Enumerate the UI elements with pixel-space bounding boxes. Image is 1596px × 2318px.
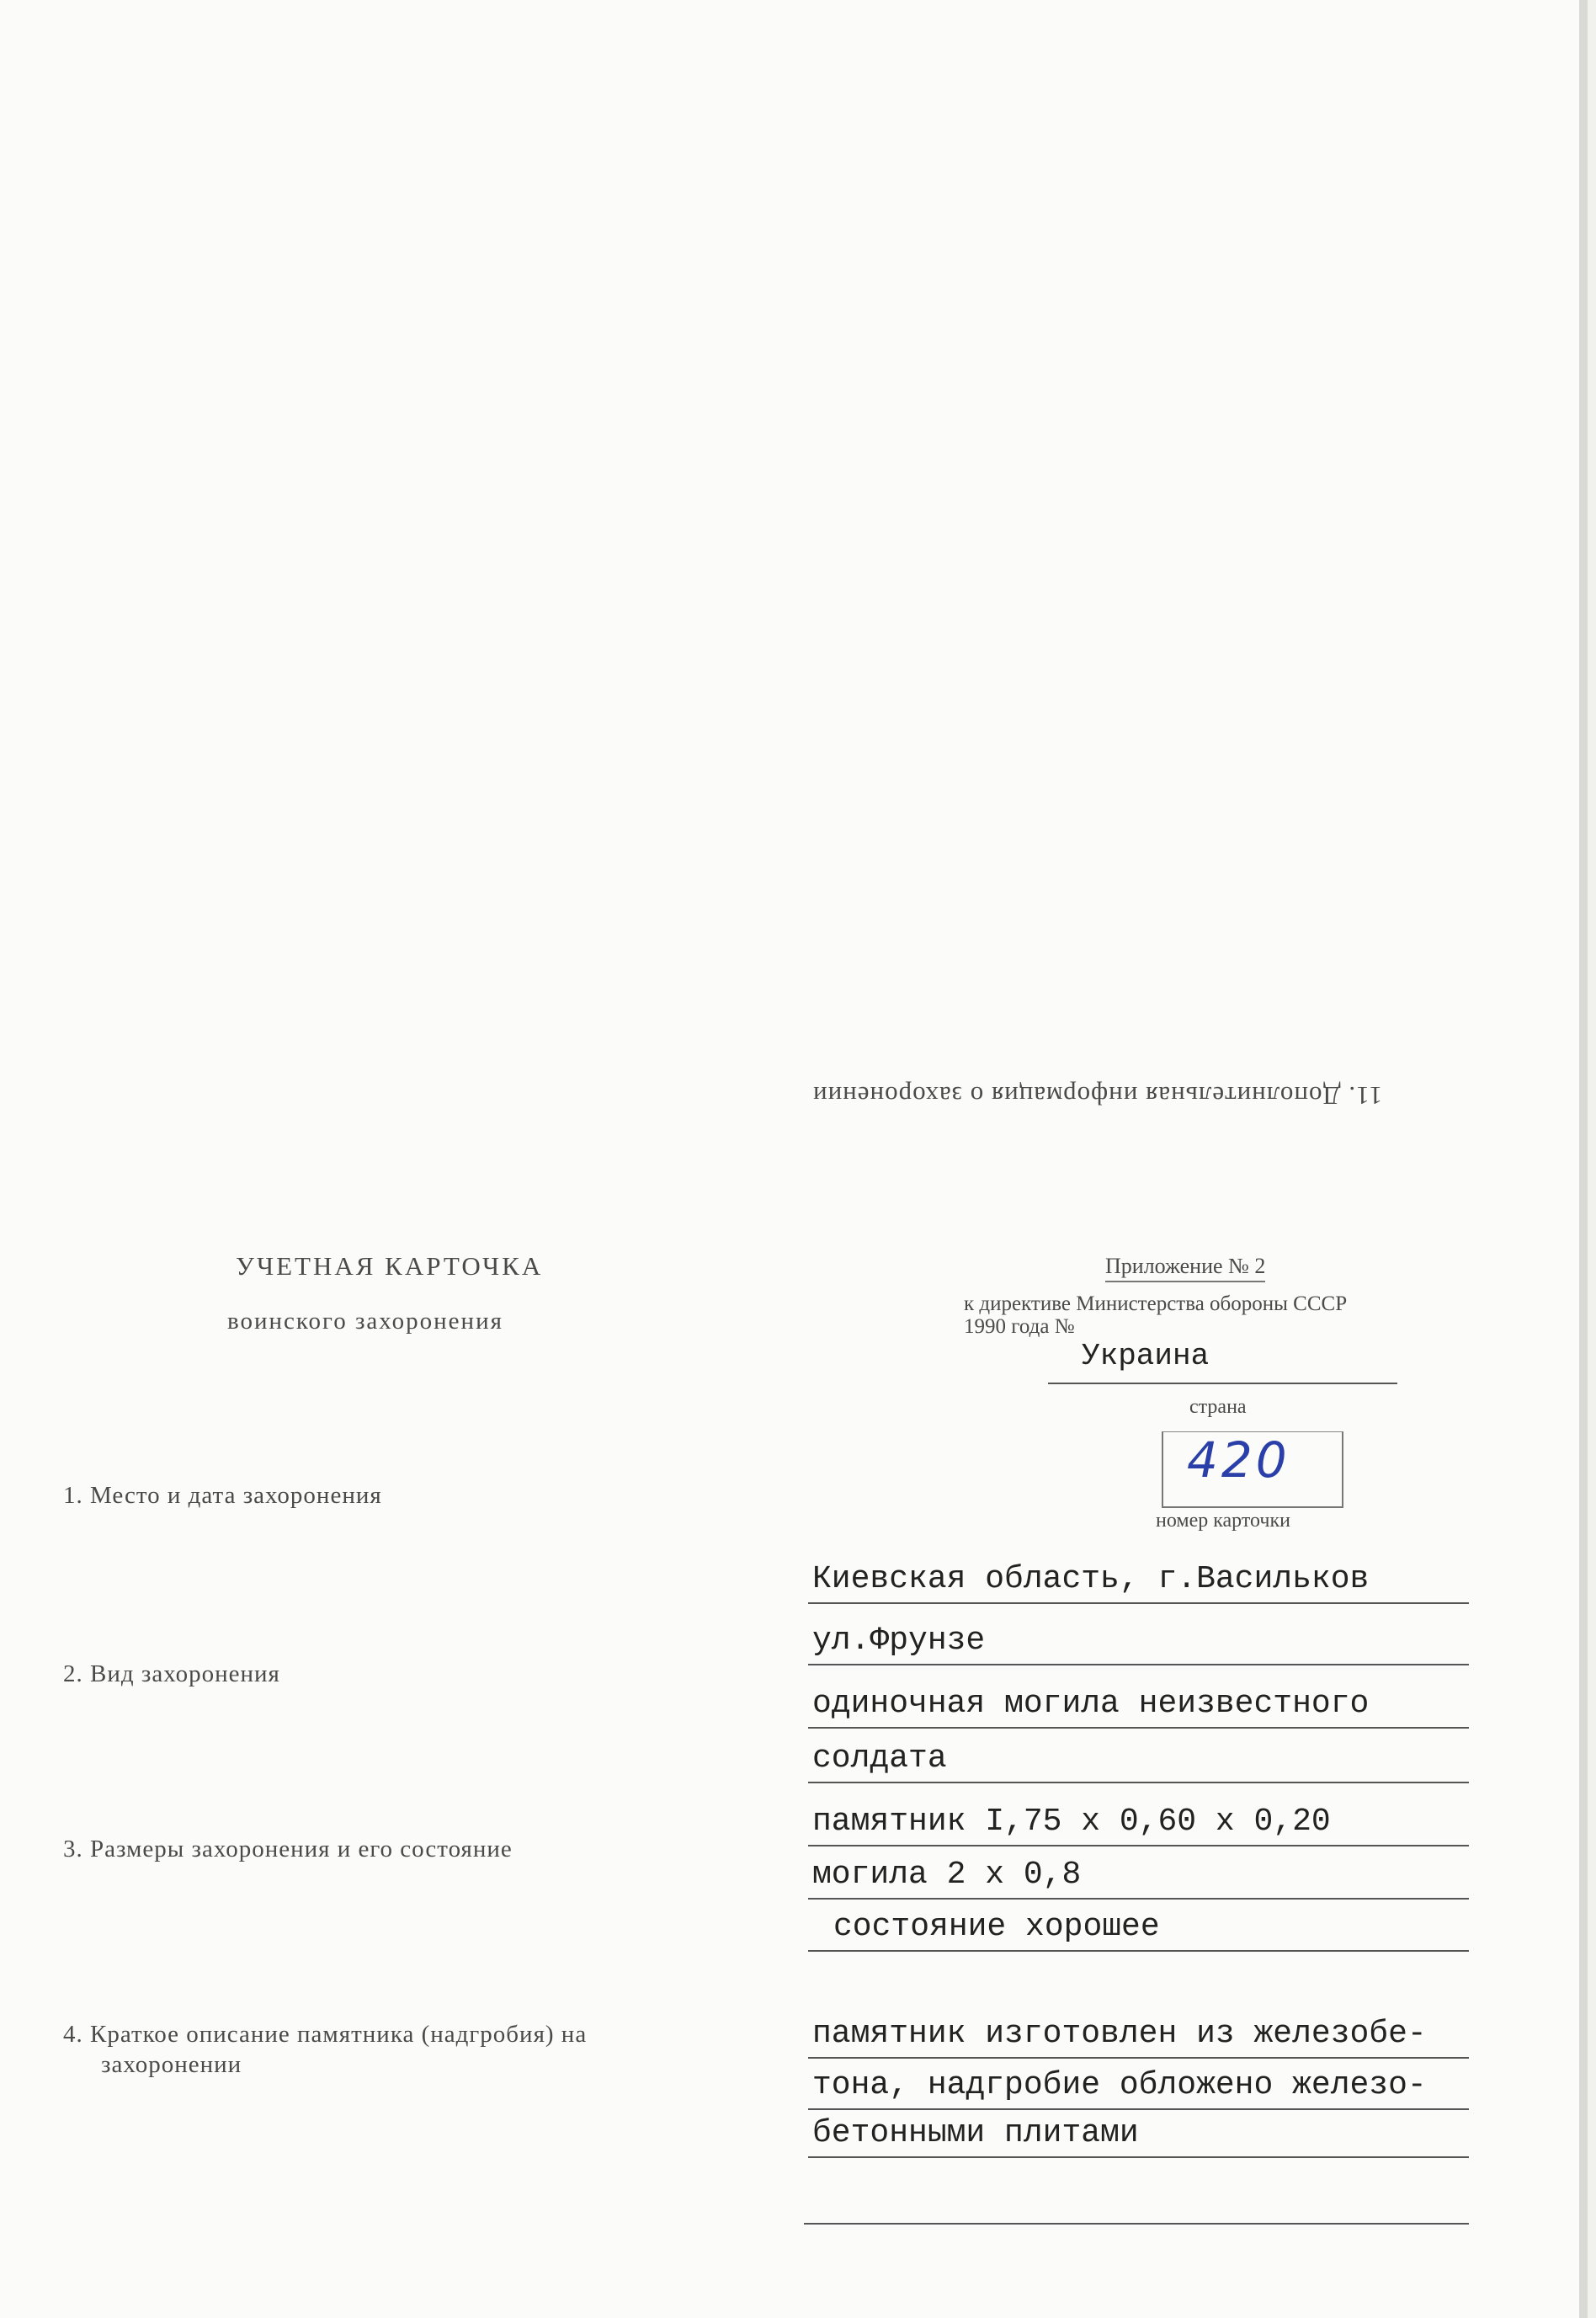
section-3-label: 3. Размеры захоронения и его состояние: [63, 1836, 513, 1862]
directive-line-2: 1990 года №: [964, 1315, 1075, 1338]
section-3-line-1: памятник I,75 x 0,60 x 0,20: [808, 1802, 1469, 1846]
section-4-line-3: бетонными плитами: [808, 2113, 1469, 2158]
card-title: УЧЕТНАЯ КАРТОЧКА: [236, 1251, 544, 1281]
appendix-title: Приложение № 2: [1105, 1254, 1265, 1282]
section-3-line-3: состояние хорошее: [808, 1907, 1469, 1952]
section-1-line-2: ул.Фрунзе: [808, 1621, 1469, 1665]
country-label: страна: [1189, 1396, 1247, 1418]
card-subtitle: воинского захоронения: [227, 1308, 503, 1335]
section-2-line-2: солдата: [808, 1739, 1469, 1783]
section-2-label: 2. Вид захоронения: [63, 1660, 280, 1687]
card-number-handwritten: 420: [1187, 1431, 1290, 1489]
section-4-label-line-1: 4. Краткое описание памятника (надгробия) на: [63, 2021, 588, 2048]
additional-info-heading: 11. Дополнительная информация о захоронении: [812, 1081, 1382, 1111]
section-1-label: 1. Место и дата захоронения: [63, 1482, 382, 1509]
card-number-label: номер карточки: [1156, 1510, 1290, 1532]
section-4-line-2: тона, надгробие обложено железо-: [808, 2065, 1469, 2110]
section-2-line-1: одиночная могила неизвестного: [808, 1684, 1469, 1729]
country-field: Украина: [1048, 1339, 1397, 1384]
section-4-label-line-2: захоронении: [101, 2051, 242, 2078]
section-4-line-1: памятник изготовлен из железобе-: [808, 2014, 1469, 2059]
section-3-line-2: могила 2 x 0,8: [808, 1855, 1469, 1900]
directive-line-1: к директиве Министерства обороны СССР: [964, 1292, 1348, 1315]
section-1-line-1: Киевская область, г.Васильков: [808, 1559, 1469, 1604]
section-4-blank-line: [804, 2223, 1469, 2225]
